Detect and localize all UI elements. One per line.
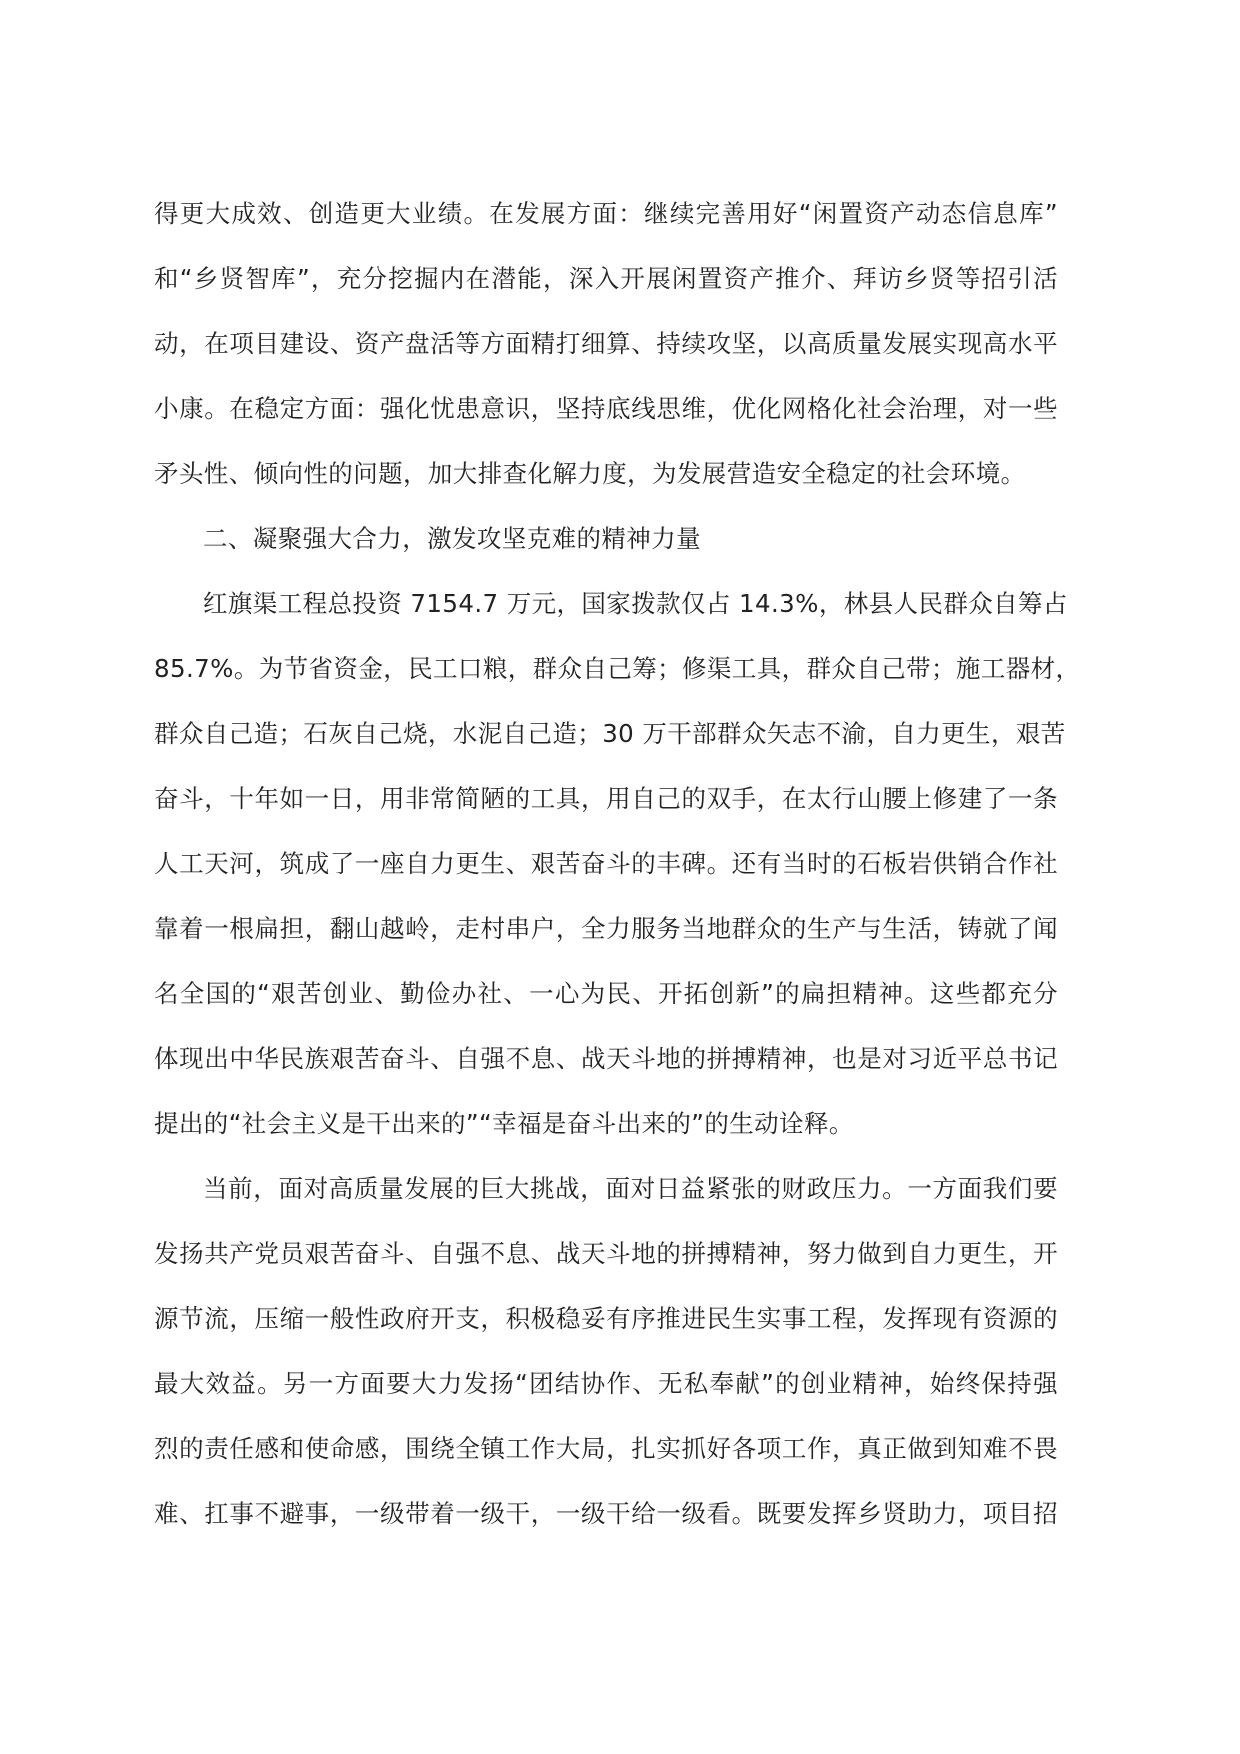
text-line: 奋斗，十年如一日，用非常简陋的工具，用自己的双手，在太行山腰上修建了一条 [154, 784, 1058, 813]
text-line: 体现出中华民族艰苦奋斗、自强不息、战天斗地的拼搏精神，也是对习近平总书记 [154, 1044, 1058, 1073]
text-line: 最大效益。另一方面要大力发扬“团结协作、无私奉献”的创业精神，始终保持强 [154, 1369, 1058, 1398]
text-line: 当前，面对高质量发展的巨大挑战，面对日益紧张的财政压力。一方面我们要 [203, 1174, 1058, 1203]
text-line: 和“乡贤智库”，充分挖掘内在潜能，深入开展闲置资产推介、拜访乡贤等招引活 [154, 264, 1058, 293]
text-line: 难、扛事不避事，一级带着一级干，一级干给一级看。既要发挥乡贤助力，项目招 [154, 1499, 1058, 1528]
text-line: 提出的“社会主义是干出来的”“幸福是奋斗出来的”的生动诠释。 [154, 1109, 854, 1138]
text-line: 群众自己造；石灰自己烧，水泥自己造；30 万干部群众矢志不渝，自力更生，艰苦 [154, 719, 1066, 748]
text-line: 红旗渠工程总投资 7154.7 万元，国家拨款仅占 14.3%，林县人民群众自筹占 [203, 589, 1068, 618]
body-text [154, 181, 1081, 1546]
text-line: 85.7%。为节省资金，民工口粮，群众自己筹；修渠工具，群众自己带；施工器材， [154, 654, 1081, 683]
text-line: 小康。在稳定方面：强化忧患意识，坚持底线思维，优化网格化社会治理，对一些 [154, 394, 1058, 423]
text-line: 靠着一根扁担，翻山越岭，走村串户，全力服务当地群众的生产与生活，铸就了闻 [154, 914, 1058, 943]
text-line: 动，在项目建设、资产盘活等方面精打细算、持续攻坚，以高质量发展实现高水平 [154, 329, 1058, 358]
text-line: 名全国的“艰苦创业、勤俭办社、一心为民、开拓创新”的扁担精神。这些都充分 [154, 979, 1058, 1008]
text-line: 得更大成效、创造更大业绩。在发展方面：继续完善用好“闲置资产动态信息库” [154, 199, 1058, 228]
text-line: 人工天河，筑成了一座自力更生、艰苦奋斗的丰碑。还有当时的石板岩供销合作社 [154, 849, 1058, 878]
text-line: 发扬共产党员艰苦奋斗、自强不息、战天斗地的拼搏精神，努力做到自力更生，开 [154, 1239, 1058, 1268]
text-line: 源节流，压缩一般性政府开支，积极稳妥有序推进民生实事工程，发挥现有资源的 [154, 1304, 1058, 1333]
text-line: 矛头性、倾向性的问题，加大排查化解力度，为发展营造安全稳定的社会环境。 [154, 459, 1026, 488]
text-line: 烈的责任感和使命感，围绕全镇工作大局，扎实抓好各项工作，真正做到知难不畏 [154, 1434, 1058, 1463]
section-heading: 二、凝聚强大合力，激发攻坚克难的精神力量 [203, 524, 701, 553]
